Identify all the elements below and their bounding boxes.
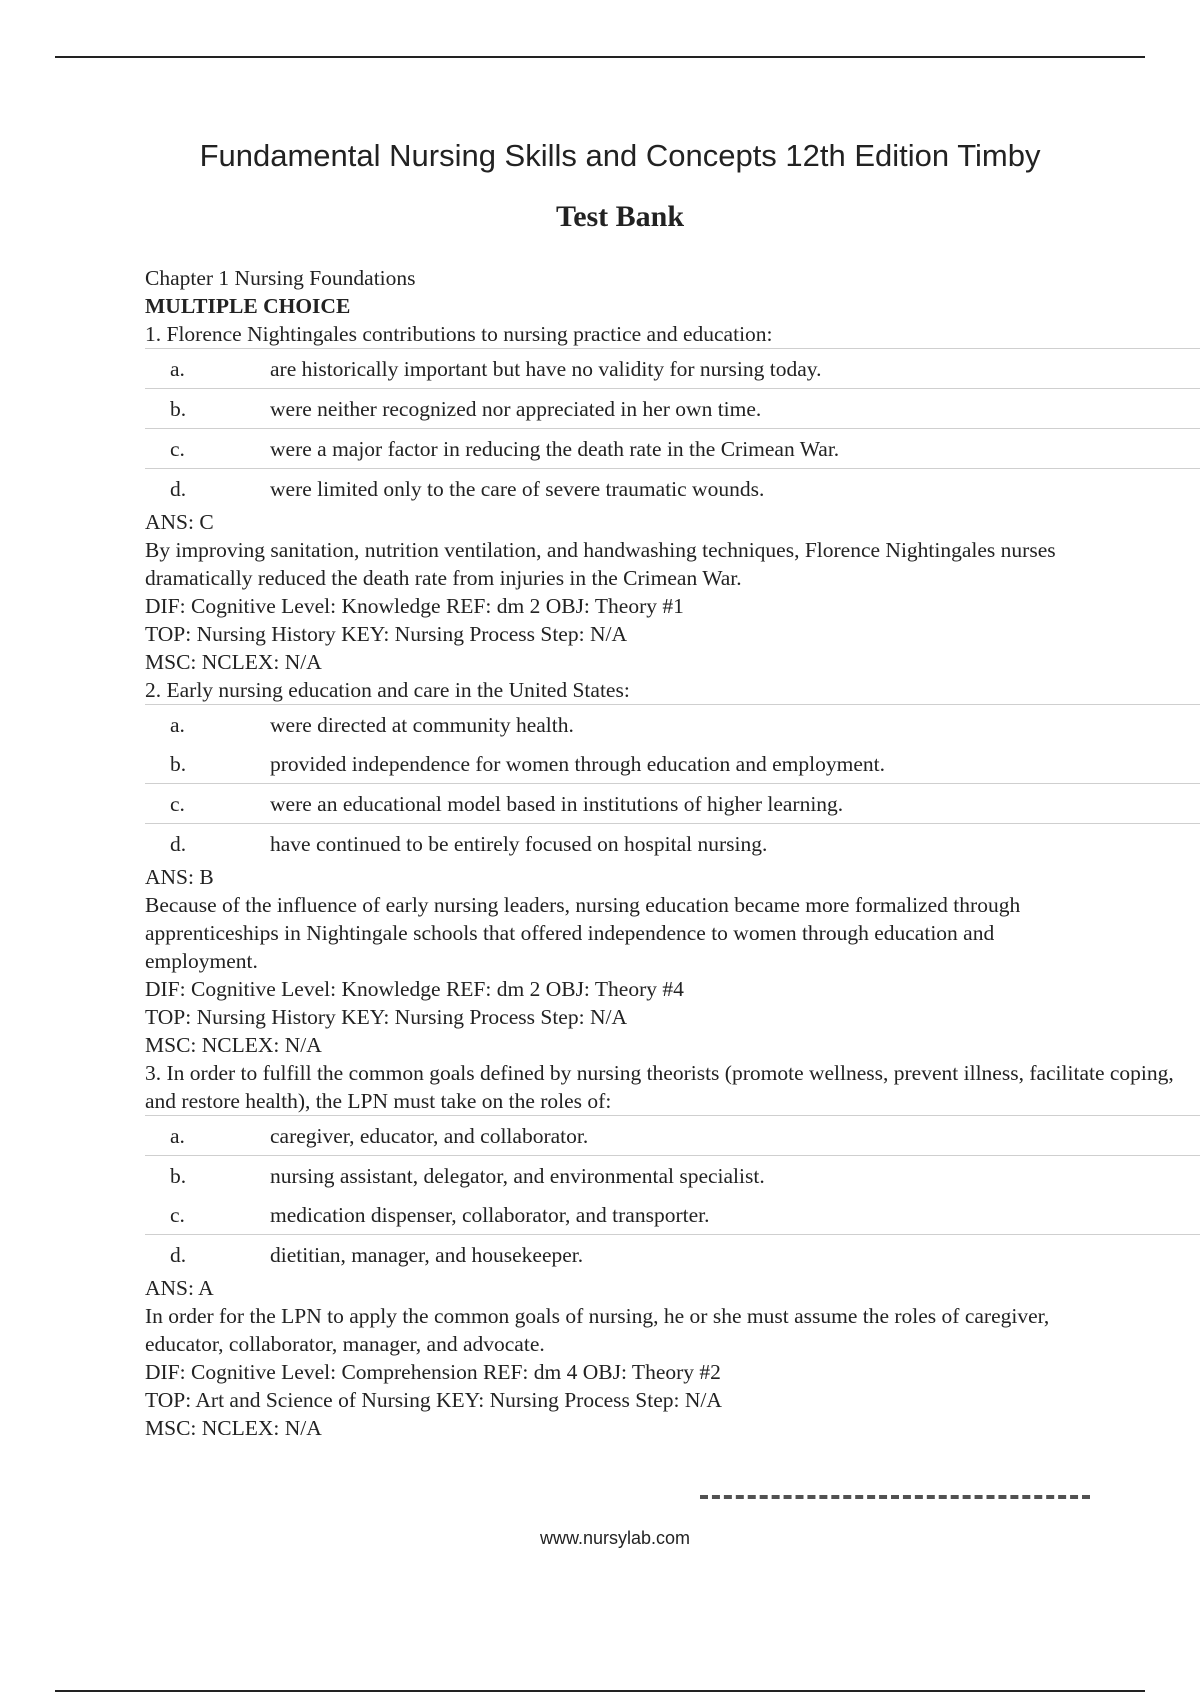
option-letter: a. xyxy=(170,356,185,381)
chapter-heading: Chapter 1 Nursing Foundations xyxy=(145,266,416,290)
answer-option xyxy=(145,744,1200,784)
answer-key: ANS: A xyxy=(145,1276,214,1300)
option-text: provided independence for women through education and employment. xyxy=(270,751,885,776)
difficulty-meta: DIF: Cognitive Level: Knowledge REF: dm 2 OBJ: Theory #4 xyxy=(145,977,684,1001)
answer-option xyxy=(145,1195,1200,1235)
section-heading: MULTIPLE CHOICE xyxy=(145,294,351,318)
option-letter: c. xyxy=(170,791,185,816)
top-rule xyxy=(55,56,1145,58)
answer-key: ANS: B xyxy=(145,865,214,889)
document-title: Fundamental Nursing Skills and Concepts 12th Edition Timby xyxy=(199,138,1041,173)
bottom-rule xyxy=(55,1690,1145,1692)
option-text: dietitian, manager, and housekeeper. xyxy=(270,1242,584,1267)
nclex-meta: MSC: NCLEX: N/A xyxy=(145,1033,322,1057)
rationale: In order for the LPN to apply the common goals of nursing, he or she must assume the roles of caregiver, educator, collaborator, manager, and advocate. xyxy=(145,1304,1050,1356)
answer-option xyxy=(145,469,1200,508)
option-text: were an educational model based in institutions of higher learning. xyxy=(270,791,844,816)
answer-option xyxy=(145,705,1200,744)
rationale: Because of the influence of early nursing leaders, nursing education became more formalized through apprenticeships in Nightingale schools that offered independence to women through education and employment. xyxy=(145,893,1021,973)
option-text: were directed at community health. xyxy=(270,712,574,737)
answer-key: ANS: C xyxy=(145,510,214,534)
answer-option xyxy=(145,1235,1200,1274)
topic-meta: TOP: Nursing History KEY: Nursing Process Step: N/A xyxy=(145,622,627,646)
answer-option xyxy=(145,784,1200,824)
nclex-meta: MSC: NCLEX: N/A xyxy=(145,1416,322,1440)
option-letter: c. xyxy=(170,436,185,461)
option-letter: d. xyxy=(170,476,187,501)
nclex-meta: MSC: NCLEX: N/A xyxy=(145,650,322,674)
question-block xyxy=(145,676,1200,1059)
option-letter: c. xyxy=(170,1202,185,1227)
option-letter: a. xyxy=(170,712,185,737)
option-letter: b. xyxy=(170,396,187,421)
option-letter: d. xyxy=(170,1242,187,1267)
answer-option xyxy=(145,1116,1200,1156)
option-text: caregiver, educator, and collaborator. xyxy=(270,1123,589,1148)
option-letter: d. xyxy=(170,831,187,856)
question-stem: 3. In order to fulfill the common goals defined by nursing theorists (promote wellness, prevent illness, facilitate coping, and restore health), the LPN must take on the roles of: xyxy=(145,1059,1200,1116)
option-letter: b. xyxy=(170,751,187,776)
option-text: medication dispenser, collaborator, and transporter. xyxy=(270,1202,710,1227)
answer-option xyxy=(145,428,1200,469)
question-stem: 2. Early nursing education and care in the United States: xyxy=(145,676,1200,705)
document-body xyxy=(145,264,1200,1442)
option-text: were a major factor in reducing the death rate in the Crimean War. xyxy=(270,436,840,461)
difficulty-meta: DIF: Cognitive Level: Knowledge REF: dm 2 OBJ: Theory #1 xyxy=(145,594,684,618)
answer-option xyxy=(145,824,1200,863)
question-block xyxy=(145,320,1200,676)
answer-option xyxy=(145,389,1200,428)
question-block xyxy=(145,1059,1200,1442)
difficulty-meta: DIF: Cognitive Level: Comprehension REF: dm 4 OBJ: Theory #2 xyxy=(145,1360,721,1384)
option-text: nursing assistant, delegator, and environmental specialist. xyxy=(270,1163,765,1188)
answer-option xyxy=(145,349,1200,389)
answer-option xyxy=(145,1156,1200,1195)
option-text: were limited only to the care of severe traumatic wounds. xyxy=(270,476,765,501)
option-text: were neither recognized nor appreciated in her own time. xyxy=(270,396,762,421)
footer-divider xyxy=(700,1495,1090,1499)
option-text: have continued to be entirely focused on hospital nursing. xyxy=(270,831,768,856)
option-letter: a. xyxy=(170,1123,185,1148)
footer-url[interactable]: www.nursylab.com xyxy=(539,1528,691,1548)
option-letter: b. xyxy=(170,1163,187,1188)
document-subtitle: Test Bank xyxy=(555,200,685,233)
topic-meta: TOP: Nursing History KEY: Nursing Process Step: N/A xyxy=(145,1005,627,1029)
option-text: are historically important but have no validity for nursing today. xyxy=(270,356,822,381)
rationale: By improving sanitation, nutrition ventilation, and handwashing techniques, Florence Nightingales nurses dramatically reduced the death rate from injuries in the Crimean War. xyxy=(145,538,1056,590)
topic-meta: TOP: Art and Science of Nursing KEY: Nursing Process Step: N/A xyxy=(145,1388,722,1412)
question-stem: 1. Florence Nightingales contributions to nursing practice and education: xyxy=(145,320,1200,349)
